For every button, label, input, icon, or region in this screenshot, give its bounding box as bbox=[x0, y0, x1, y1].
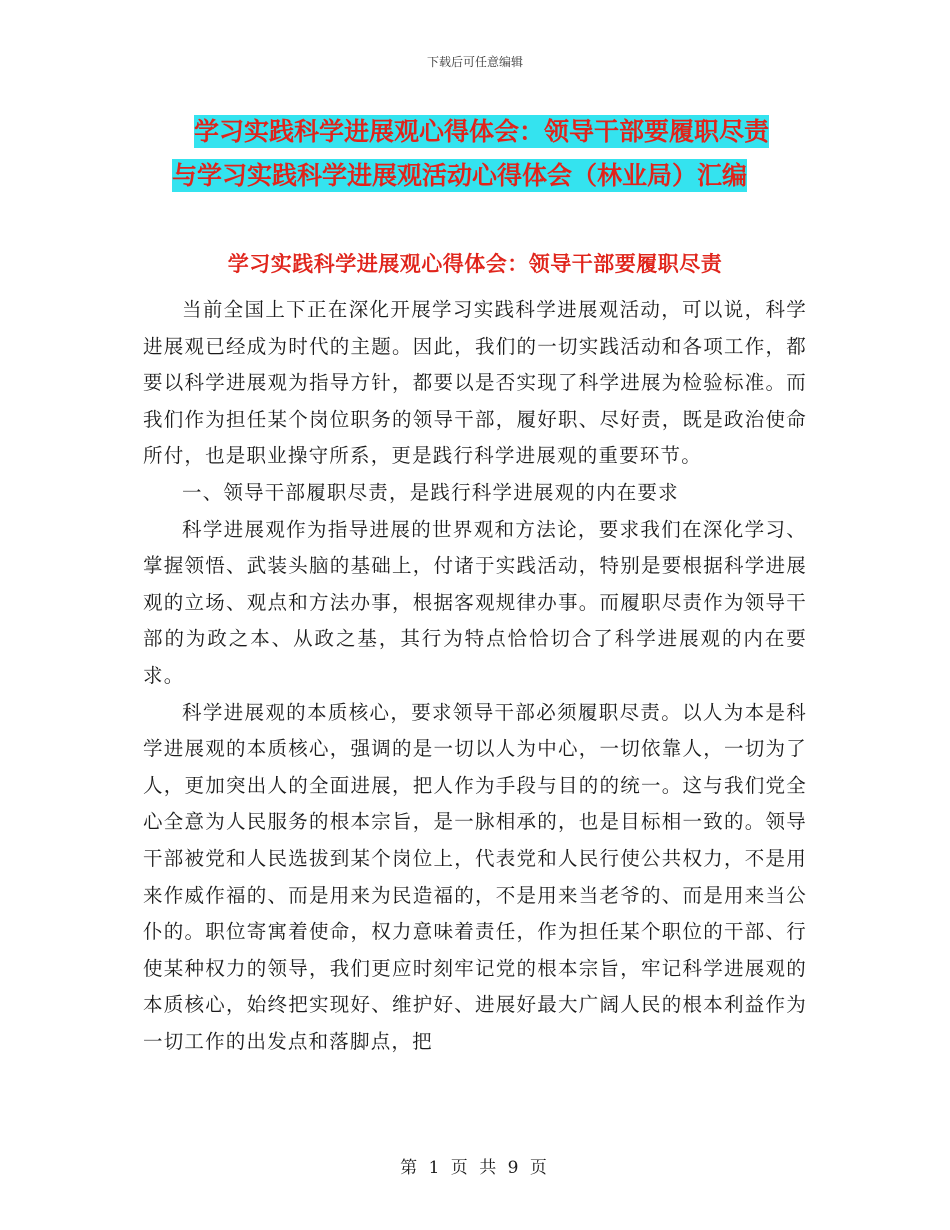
page-footer: 第 1 页 共 9 页 bbox=[400, 1158, 550, 1178]
title-line-2 bbox=[172, 154, 822, 198]
paragraph-methodology: 科学进展观作为指导进展的世界观和方法论，要求我们在深化学习、掌握领悟、武装头脑的基础上，付诸于实践活动，特别是要根据科学进展观的立场、观点和方法办事，根据客观规律办事。而履职尽责作为领导干部的为政之本、从政之基，其行为特点恰恰切合了科学进展观的内在要求。 bbox=[143, 517, 807, 687]
document-body bbox=[143, 292, 807, 1060]
title-line-1-text: 学习实践科学进展观心得体会：领导干部要履职尽责 bbox=[194, 117, 770, 146]
header-note: 下载后可任意编辑 bbox=[426, 55, 523, 69]
section-title: 学习实践科学进展观心得体会：领导干部要履职尽责 bbox=[227, 252, 723, 276]
document-title bbox=[172, 110, 822, 198]
title-line-2-text: 与学习实践科学进展观活动心得体会（林业局）汇编 bbox=[172, 161, 748, 190]
paragraph-core: 科学进展观的本质核心，要求领导干部必须履职尽责。以人为本是科学进展观的本质核心，强调的是一切以人为中心，一切依靠人，一切为了人，更加突出人的全面进展，把人作为手段与目的的统一。这与我们党全心全意为人民服务的根本宗旨，是一脉相承的，也是目标相一致的。领导干部被党和人民选拔到某个岗位上，代表党和人民行使公共权力，不是用来作威作福的、而是用来为民造福的，不是用来当老爷的、而是用来当公仆的。职位寄寓着使命，权力意味着责任，作为担任某个职位的干部、行使某种权力的领导，我们更应时刻牢记党的根本宗旨，牢记科学进展观的本质核心，始终把实现好、维护好、进展好最大广阔人民的根本利益作为一切工作的出发点和落脚点，把 bbox=[143, 700, 807, 1053]
heading-point-one: 一、领导干部履职尽责，是践行科学进展观的内在要求 bbox=[182, 480, 679, 504]
paragraph-intro: 当前全国上下正在深化开展学习实践科学进展观活动，可以说，科学进展观已经成为时代的主题。因此，我们的一切实践活动和各项工作，都要以科学进展观为指导方针，都要以是否实现了科学进展为检验标准。而我们作为担任某个岗位职务的领导干部，履好职、尽好责，既是政治使命所付，也是职业操守所系，更是践行科学进展观的重要环节。 bbox=[143, 298, 807, 468]
title-line-1 bbox=[172, 110, 822, 154]
